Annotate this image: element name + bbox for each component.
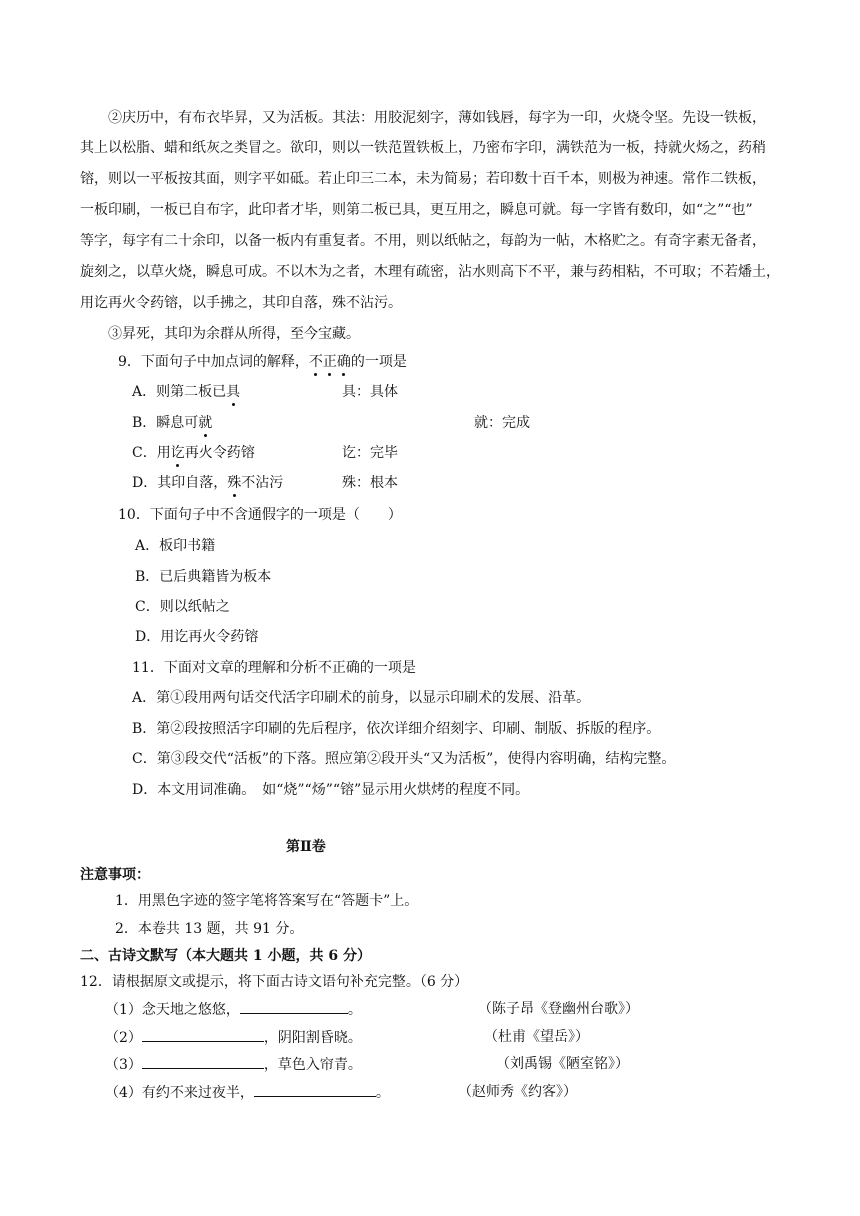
q12-item-4-blank[interactable] <box>254 1082 376 1097</box>
q9-option-d-dotted: 殊 <box>227 475 242 491</box>
q12-item-2-post: ，阴阳割昏晓。 <box>263 1030 362 1046</box>
q9-option-d-post: 不沾污 <box>241 475 284 491</box>
passage-p2-line-7: 用讫再火令药镕，以手拂之，其印自落，殊不沾污。 <box>80 295 402 311</box>
q9-option-d-gloss: 殊：根本 <box>342 475 398 491</box>
q12-item-3-pre: （3） <box>105 1057 142 1073</box>
q12-item-2-source: （杜甫《望岳》） <box>484 1029 589 1045</box>
q10-option-c: C．则以纸帖之 <box>135 599 230 615</box>
q9-stem <box>118 352 407 372</box>
q9-option-c-gloss: 讫：完毕 <box>342 445 398 461</box>
q9-option-a-dotted: 具 <box>226 384 241 400</box>
notice-item-2: 2．本卷共 13 题，共 91 分。 <box>115 921 304 937</box>
q12-item-4-pre: （4）有约不来过夜半， <box>105 1085 254 1101</box>
q9-option-b-pre: B．瞬息可 <box>132 415 199 431</box>
q12-item-2 <box>105 1027 362 1048</box>
q9-option-c-dotted: 讫 <box>170 445 185 461</box>
q12-item-4-source: （赵师秀《约客》） <box>458 1084 577 1100</box>
q9-option-b-gloss: 就：完成 <box>474 415 530 431</box>
notice-item-1: 1．用黑色字迹的签字笔将答案写在“答题卡”上。 <box>115 893 419 909</box>
part2-title: 第Ⅱ卷 <box>286 839 326 855</box>
q10-option-a: A．板印书籍 <box>135 538 216 554</box>
q9-option-c-pre: C．用 <box>132 445 171 461</box>
passage-p2-line-6: 旋刻之，以草火烧，瞬息可成。不以木为之者，木理有疏密，沾水则高下不平，兼与药相粘，不可取；不若燔土， <box>80 264 780 280</box>
q11-option-c: C．第③段交代“活板”的下落。照应第②段开头“又为活板”，使得内容明确，结构完整。 <box>132 751 676 767</box>
passage-p2-line-3: 镕，则以一平板按其面，则字平如砥。若止印三二本，未为简易；若印数十百千本，则极为神速。常作二铁板， <box>80 171 766 187</box>
q9-stem-dotted-1: 不 <box>308 354 323 370</box>
q9-option-c <box>132 443 255 463</box>
passage-p2-line-4: 一板印刷，一板已自布字，此印者才毕，则第二板已具，更互用之，瞬息可就。每一字皆有数印，如“之”“也” <box>80 202 753 218</box>
q12-item-3-blank[interactable] <box>142 1054 264 1069</box>
q12-item-3 <box>105 1054 362 1075</box>
q9-option-b <box>132 413 212 433</box>
q11-stem: 11．下面对文章的理解和分析不正确的一项是 <box>132 660 416 676</box>
q12-item-4 <box>105 1082 390 1103</box>
q10-option-b: B．已后典籍皆为板本 <box>135 569 272 585</box>
passage-p3: ③昇死，其印为余群从所得，至今宝藏。 <box>108 326 360 342</box>
q12-item-1-blank[interactable] <box>240 999 348 1014</box>
section-heading: 二、古诗文默写（本大题共 1 小题，共 6 分） <box>80 948 371 964</box>
q9-stem-part-a: 9．下面句子中加点词的解释， <box>118 354 309 370</box>
q10-stem: 10．下面句子中不含通假字的一项是（ ） <box>118 507 402 523</box>
q9-stem-dotted-3: 确 <box>336 354 351 370</box>
q12-item-3-source: （刘禹锡《陋室铭》） <box>496 1056 629 1072</box>
q10-option-d: D．用讫再火令药镕 <box>135 629 259 645</box>
q9-stem-part-b: 的一项是 <box>350 354 407 370</box>
q12-item-2-pre: （2） <box>105 1030 142 1046</box>
q12-item-3-post: ，草色入帘青。 <box>263 1057 362 1073</box>
q11-option-b: B．第②段按照活字印刷的先后程序，依次详细介绍刻字、印刷、制版、拆版的程序。 <box>132 721 661 737</box>
q12-item-1 <box>105 999 362 1020</box>
q12-item-1-post: 。 <box>347 1002 362 1018</box>
q12-item-2-blank[interactable] <box>142 1027 264 1042</box>
q9-option-d <box>132 473 283 493</box>
q12-item-1-source: （陈子昂《登幽州台歌》） <box>478 1001 639 1017</box>
q11-option-d: D．本文用词准确。 如“烧”“炀”“镕”显示用火烘烤的程度不同。 <box>132 782 530 798</box>
q12-item-4-post: 。 <box>375 1085 390 1101</box>
q9-option-b-dotted: 就 <box>198 415 213 431</box>
q9-option-a <box>132 382 240 402</box>
q9-option-c-post: 再火令药镕 <box>184 445 255 461</box>
q9-option-d-pre: D．其印自落， <box>132 475 228 491</box>
q9-stem-dotted-2: 正 <box>322 354 337 370</box>
notice-heading: 注意事项： <box>80 867 150 883</box>
passage-p2-line-1: ②庆历中，有布衣毕昇，又为活板。其法：用胶泥刻字，薄如钱唇，每字为一印，火烧令坚。先设一铁板， <box>108 110 766 126</box>
q12-item-1-pre: （1）念天地之悠悠， <box>105 1002 240 1018</box>
q9-option-a-gloss: 具：具体 <box>342 384 398 400</box>
q11-option-a: A．第①段用两句话交代活字印刷术的前身，以显示印刷术的发展、沿革。 <box>132 690 591 706</box>
q9-option-a-pre: A．则第二板已 <box>132 384 227 400</box>
passage-p2-line-5: 等字，每字有二十余印，以备一板内有重复者。不用，则以纸帖之，每韵为一帖，木格贮之。有奇字素无备者， <box>80 233 766 249</box>
q12-stem: 12．请根据原文或提示，将下面古诗文语句补充完整。（6 分） <box>80 974 469 990</box>
passage-p2-line-2: 其上以松脂、蜡和纸灰之类冒之。欲印，则以一铁范置铁板上，乃密布字印，满铁范为一板，持就火炀之，药稍 <box>80 140 766 156</box>
